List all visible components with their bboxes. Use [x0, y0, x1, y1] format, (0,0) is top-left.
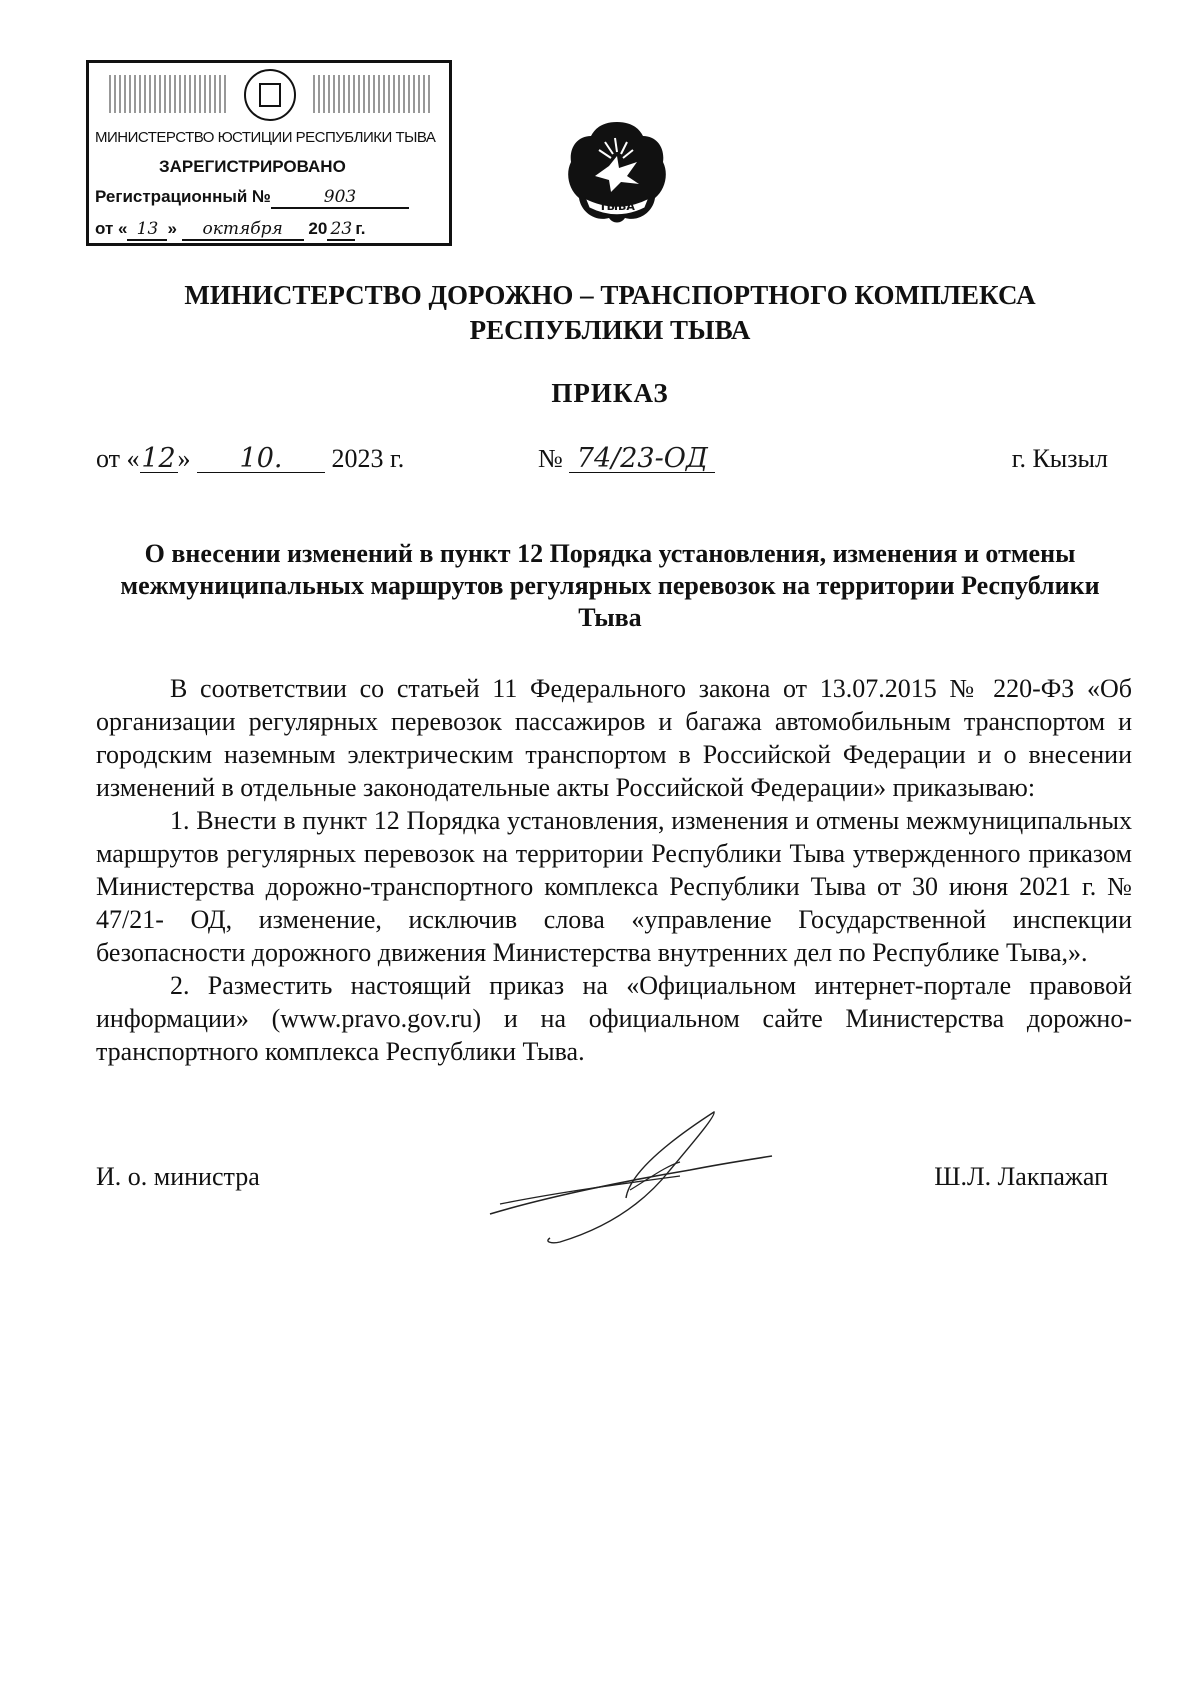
organization-name [90, 278, 1130, 348]
order-number-prefix: № [538, 444, 563, 473]
order-month: 10. [197, 446, 325, 473]
order-item-2: 2. Разместить настоящий приказ на «Официальном интернет-портале правовой информации» (www.pravo.gov.ru) и на официальном сайте Министерства дорожно-транспортного комплекса Республики Тыва. [96, 971, 1132, 1066]
stamp-ornament-right [313, 75, 433, 113]
stamp-day: 13 [127, 219, 167, 241]
order-day: 12 [141, 443, 176, 474]
stamp-year-suffix: 23 [327, 219, 355, 241]
signatory-name: Ш.Л. Лакпажап [934, 1162, 1108, 1191]
stamp-ministry: МИНИСТЕРСТВО ЮСТИЦИИ РЕСПУБЛИКИ ТЫВА [95, 129, 436, 146]
stamp-year-prefix: 20 [308, 219, 328, 238]
stamp-reg-number: 903 [271, 187, 409, 209]
registration-stamp [86, 60, 452, 246]
order-place: г. Кызыл [1011, 444, 1108, 473]
handwritten-signature-icon [480, 1100, 780, 1250]
order-item-1: 1. Внести в пункт 12 Порядка установления, изменения и отмены межмуниципальных маршрутов регулярных перевозок на территории Республики Тыва утвержденного приказом Министерства дорожно-транспортного комплекса Республики Тыва от 30 июня 2021 г. № 47/21- ОД, изменение, исключив слова «управление Государственной инспекции безопасности дорожного движения Министерства внутренних дел по Республике Тыва,». [96, 806, 1132, 967]
order-subject: О внесении изменений в пункт 12 Порядка установления, изменения и отмены межмуниципальных маршрутов регулярных перевозок на территории Республики Тыва [120, 539, 1100, 632]
order-number [538, 444, 715, 474]
order-date-mid: » [177, 444, 191, 473]
order-number-value: 74/23-ОД [569, 446, 715, 473]
stamp-month: октября [182, 219, 304, 241]
order-body [96, 672, 1132, 1068]
stamp-year-unit: г. [355, 219, 366, 238]
order-year: 2023 г. [331, 444, 405, 473]
stamp-date-line [95, 219, 445, 241]
stamp-reg-number-line [95, 187, 445, 209]
stamp-ornament-left [109, 75, 229, 113]
stamp-date-mid: » [167, 219, 177, 238]
organization-name-line2: РЕСПУБЛИКИ ТЫВА [469, 315, 751, 345]
signatory-role: И. о. министра [96, 1162, 260, 1191]
stamp-emblem-icon [244, 69, 296, 121]
order-intro: В соответствии со статьей 11 Федерального закона от 13.07.2015 № 220-ФЗ «Об организации регулярных перевозок пассажиров и багажа автомобильным транспортом и городским наземным электрическим транспортом в Российской Федерации и о внесении изменений в отдельные законодательные акты Российской Федерации» приказываю: [96, 674, 1132, 802]
order-date [96, 444, 404, 474]
document-type: ПРИКАЗ [551, 378, 669, 408]
stamp-registered: ЗАРЕГИСТРИРОВАНО [159, 157, 346, 176]
emblem-label: ТЫВА [599, 200, 635, 213]
stamp-reg-label: Регистрационный № [95, 187, 271, 206]
organization-name-line1: МИНИСТЕРСТВО ДОРОЖНО – ТРАНСПОРТНОГО КОМПЛЕКСА [184, 280, 1036, 310]
order-date-prefix: от « [96, 444, 140, 473]
tuva-coat-of-arms-icon [565, 118, 669, 226]
stamp-date-prefix: от « [95, 219, 128, 238]
